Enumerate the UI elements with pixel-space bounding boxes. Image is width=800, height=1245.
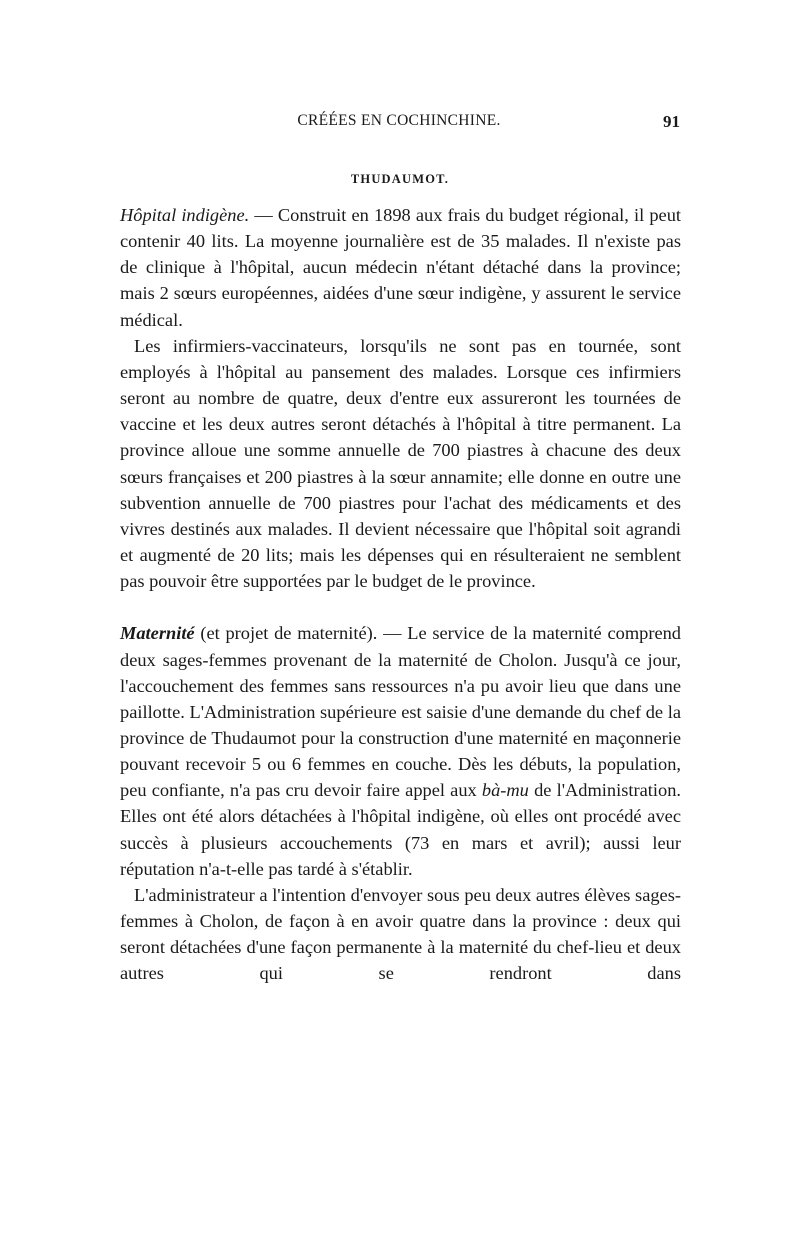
paragraph-gap: [120, 594, 681, 620]
paragraph-text-hopital: — Construit en 1898 aux frais du budget régional, il peut contenir 40 lits. La moyenne journalière est de 35 malades. Il n'existe pas de clinique à l'hôpital, aucun médecin n'étant détaché dans la province; mais 2 sœurs européennes, aidées d'une sœur indigène, y assurent le service médical.: [120, 205, 681, 330]
paragraph-text-infirmiers: Les infirmiers-vaccinateurs, lorsqu'ils ne sont pas en tournée, sont employés à l'hôpital au pansement des malades. Lorsque ces infirmiers seront au nombre de quatre, deux d'entre eux assureront les tournées de vaccine et les deux autres seront détachés à l'hôpital à titre permanent. La province alloue une somme annuelle de 700 piastres à chacune des deux sœurs françaises et 200 piastres à la sœur annamite; elle donne en outre une subvention annuelle de 700 piastres pour l'achat des médicaments et des vivres destinés aux malades. Il devient nécessaire que l'hôpital soit agrandi et augmenté de 20 lits; mais les dépenses qui en résulteraient ne semblent pas pouvoir être supportées par le budget de le province.: [120, 335, 681, 592]
paragraph-infirmiers: [120, 333, 681, 595]
paragraph-text-maternite: (et projet de maternité). — Le service de la maternité comprend deux sages-femmes provenant de la maternité de Cholon. Jusqu'à ce jour, l'accouchement des femmes sans ressources n'a pu avoir lieu que dans une paillotte. L'Administration supérieure est saisie d'une demande du chef de la province de Thudaumot pour la construction d'une maternité en maçonnerie pouvant recevoir 5 ou 6 femmes en couche. Dès les débuts, la population, peu confiante, n'a pas cru devoir faire appel aux: [120, 623, 681, 801]
running-title: CRÉÉES EN COCHINCHINE.: [297, 112, 501, 129]
paragraph-maternite: [120, 620, 681, 882]
section-title: THUDAUMOT.: [350, 172, 450, 186]
page-number: 91: [663, 112, 680, 131]
paragraph-lead-hopital: Hôpital indigène.: [120, 205, 250, 225]
body-text: [120, 202, 681, 987]
term-ba-mu: bà-mu: [481, 780, 529, 801]
paragraph-administrateur: [120, 882, 681, 987]
paragraph-text-maternite-end: de l'Administration. Elles ont été alors détachées à l'hôpital indigène, où elles ont procédé avec succès à plusieurs accouchements (73 en mars et avril); aussi leur réputation n'a-t-elle pas tardé à s'établir.: [120, 780, 681, 879]
paragraph-lead-maternite: Maternité: [120, 623, 195, 644]
running-head: [118, 112, 680, 142]
paragraph-hopital-indigene: [120, 202, 681, 333]
paragraph-text-administrateur: L'administrateur a l'intention d'envoyer sous peu deux autres élèves sages-femmes à Cholon, de façon à en avoir quatre dans la province : deux qui seront détachées d'une façon permanente à la maternité du chef-lieu et deux autres qui se rendront dans: [120, 884, 681, 984]
